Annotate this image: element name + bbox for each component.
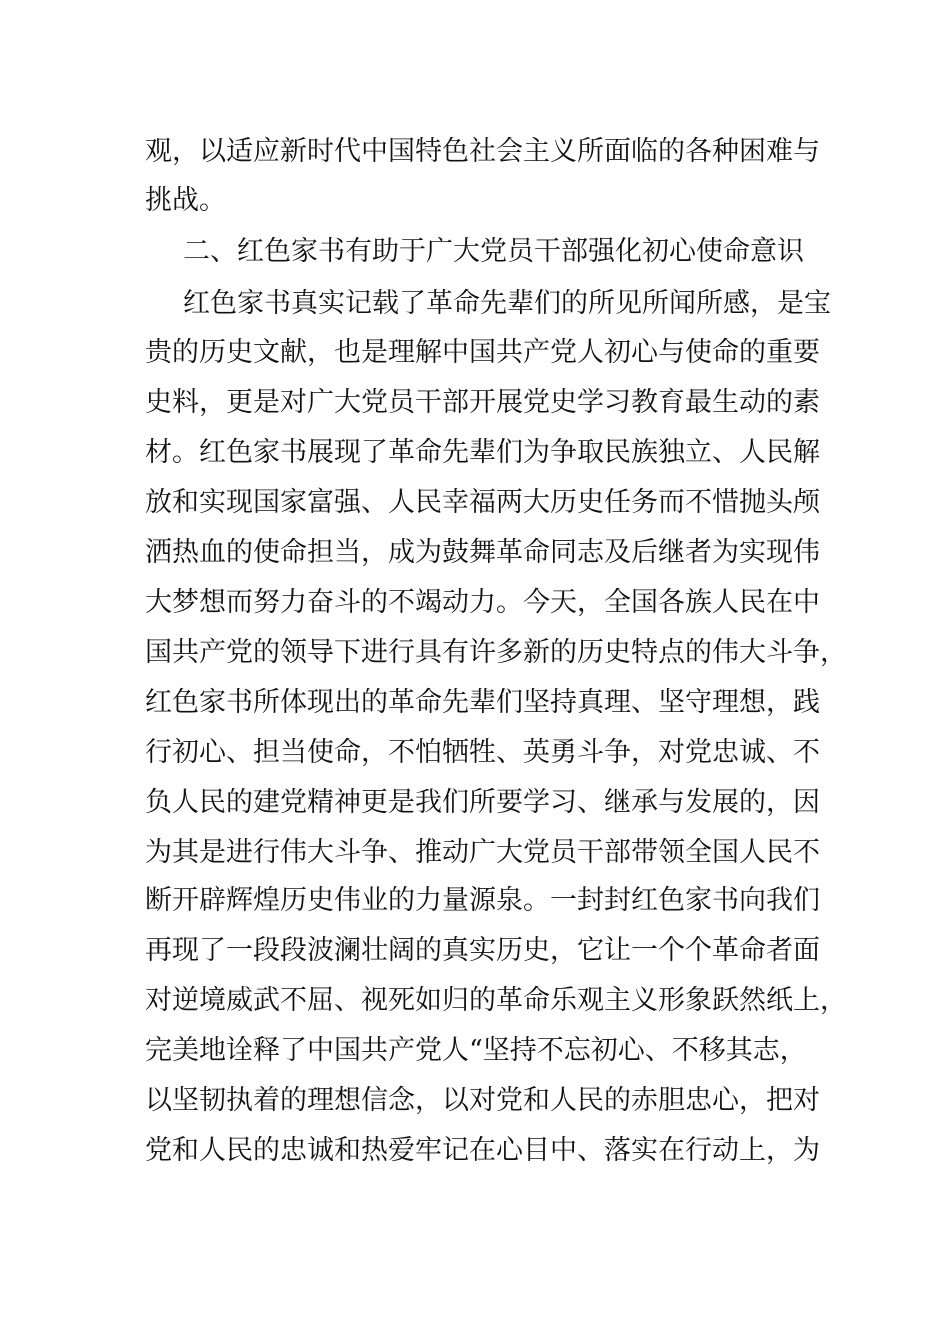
text-line: 负人民的建党精神更是我们所要学习、继承与发展的，因 — [145, 787, 820, 818]
text-line: 观，以适应新时代中国特色社会主义所面临的各种困难与 — [145, 136, 820, 167]
text-line: 大梦想而努力奋斗的不竭动力。今天，全国各族人民在中 — [145, 587, 820, 618]
text-line: 为其是进行伟大斗争、推动广大党员干部带领全国人民不 — [145, 837, 820, 868]
section-heading: 二、红色家书有助于广大党员干部强化初心使命意识 — [183, 236, 804, 267]
text-line: 红色家书真实记载了革命先辈们的所见所闻所感，是宝 — [183, 288, 831, 319]
text-line: 党和人民的忠诚和热爱牢记在心目中、落实在行动上，为 — [145, 1135, 820, 1166]
text-line: 红色家书所体现出的革命先辈们坚持真理、坚守理想，践 — [145, 687, 820, 718]
text-line: 贵的历史文献，也是理解中国共产党人初心与使命的重要 — [145, 337, 820, 368]
text-line: 行初心、担当使命，不怕牺牲、英勇斗争，对党忠诚、不 — [145, 737, 820, 768]
text-line: 史料，更是对广大党员干部开展党史学习教育最生动的素 — [145, 387, 820, 418]
text-line: 挑战。 — [145, 185, 226, 216]
text-line: 完美地诠释了中国共产党人“坚持不忘初心、不移其志， — [145, 1035, 807, 1066]
text-line: 材。红色家书展现了革命先辈们为争取民族独立、人民解 — [145, 437, 820, 468]
text-line: 放和实现国家富强、人民幸福两大历史任务而不惜抛头颅 — [145, 487, 820, 518]
text-line: 洒热血的使命担当，成为鼓舞革命同志及后继者为实现伟 — [145, 537, 820, 568]
text-line: 以坚韧执着的理想信念，以对党和人民的赤胆忠心，把对 — [145, 1085, 820, 1116]
text-line: 国共产党的领导下进行具有许多新的历史特点的伟大斗争， — [145, 637, 847, 668]
text-line: 对逆境威武不屈、视死如归的革命乐观主义形象跃然纸上， — [145, 985, 847, 1016]
text-line: 断开辟辉煌历史伟业的力量源泉。一封封红色家书向我们 — [145, 885, 820, 916]
text-line: 再现了一段段波澜壮阔的真实历史，它让一个个革命者面 — [145, 935, 820, 966]
